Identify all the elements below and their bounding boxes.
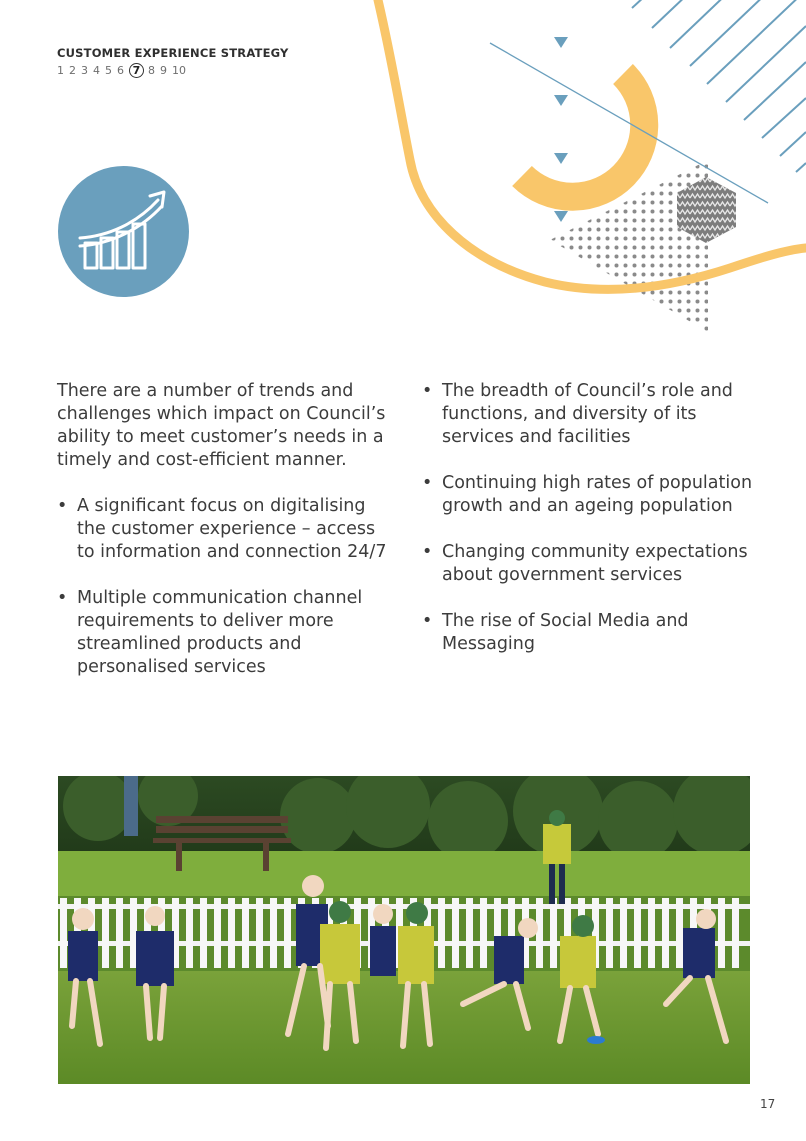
page-link[interactable]: 5 bbox=[105, 64, 112, 77]
yellow-arc bbox=[522, 74, 644, 197]
list-item: • Changing community expectations about government services bbox=[422, 541, 762, 587]
list-item: • Continuing high rates of population growth and an ageing population bbox=[422, 472, 762, 518]
page-link[interactable]: 8 bbox=[148, 64, 155, 77]
right-bullet-list bbox=[422, 380, 762, 656]
page-link[interactable]: 2 bbox=[69, 64, 76, 77]
current-page-indicator[interactable]: 7 bbox=[129, 63, 144, 78]
list-item: • A significant focus on digitalising the customer experience – access to information and connection 24/7 bbox=[57, 495, 392, 564]
list-item: • The breadth of Council’s role and functions, and diversity of its services and facilities bbox=[422, 380, 762, 449]
list-item: • Multiple communication channel requirements to deliver more streamlined products and personalised services bbox=[57, 587, 392, 679]
list-item: • The rise of Social Media and Messaging bbox=[422, 610, 762, 656]
intro-paragraph: There are a number of trends and challenges which impact on Council’s ability to meet customer’s needs in a timely and cost-efficient manner. bbox=[57, 381, 386, 470]
growth-icon-badge bbox=[58, 166, 189, 297]
page-link[interactable]: 3 bbox=[81, 64, 88, 77]
left-text-column bbox=[57, 380, 392, 702]
growth-chart-icon bbox=[58, 166, 189, 297]
document-section-title: CUSTOMER EXPERIENCE STRATEGY bbox=[57, 46, 289, 60]
page-link[interactable]: 6 bbox=[117, 64, 124, 77]
page-link[interactable]: 10 bbox=[172, 64, 186, 77]
page-link[interactable]: 1 bbox=[57, 64, 64, 77]
left-bullet-list bbox=[57, 495, 392, 679]
page-link[interactable]: 9 bbox=[160, 64, 167, 77]
diagonal-stripes bbox=[632, 0, 806, 172]
page-link[interactable]: 4 bbox=[93, 64, 100, 77]
right-text-column bbox=[422, 380, 762, 679]
page-number: 17 bbox=[760, 1097, 776, 1111]
rugby-players-photo bbox=[58, 776, 750, 1084]
